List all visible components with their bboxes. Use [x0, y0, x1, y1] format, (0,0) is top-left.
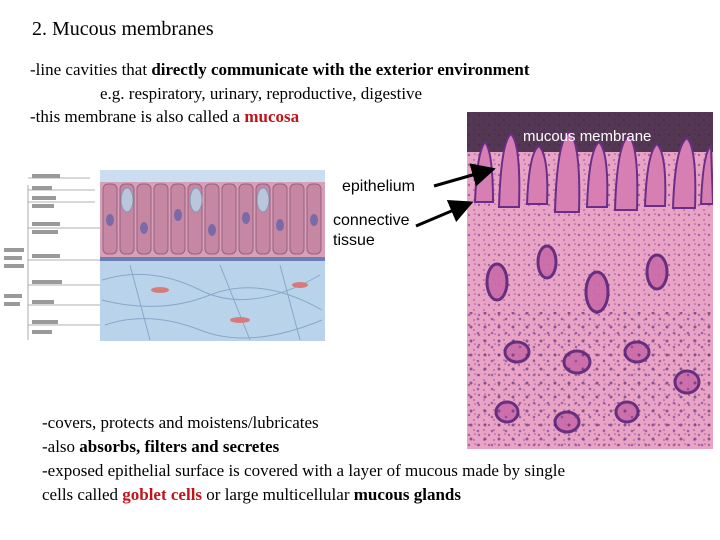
intro-line-1-text: -line cavities that: [30, 60, 152, 79]
bullet-2-text: -also: [42, 437, 80, 456]
intro-line-1-bold: directly communicate with the exterior environment: [151, 60, 530, 79]
label-arrows: [410, 158, 510, 228]
mucous-membrane-label: mucous membrane: [523, 128, 652, 145]
arrow-icon: [434, 170, 490, 186]
bullet-4-text: cells called: [42, 485, 123, 504]
goblet-cells-term: goblet cells: [122, 485, 203, 504]
arrow-icon: [416, 204, 468, 226]
bullet-2: [42, 437, 279, 457]
slide-title: 2. Mucous membranes: [32, 18, 214, 40]
intro-line-1: [30, 60, 530, 80]
intro-line-3-text: -this membrane is also called a: [30, 107, 245, 126]
bullet-1: -covers, protects and moistens/lubricates: [42, 413, 319, 432]
bullet-4: [42, 485, 461, 505]
connective-label: connective: [333, 212, 410, 229]
mucous-glands-term: mucous glands: [353, 485, 461, 504]
mucosa-diagram: [0, 170, 335, 355]
bullet-2-bold: absorbs, filters and secretes: [79, 437, 280, 456]
intro-line-2: e.g. respiratory, urinary, reproductive, digestive: [100, 84, 423, 103]
mucosa-illustration: [0, 170, 335, 355]
intro-line-3: [30, 107, 299, 127]
bullet-4-mid: or large multicellular: [202, 485, 354, 504]
bullet-3: -exposed epithelial surface is covered with a layer of mucous made by single: [42, 461, 566, 480]
epithelium-label: epithelium: [342, 178, 415, 195]
mucosa-term: mucosa: [244, 107, 300, 126]
tissue-label: tissue: [333, 232, 375, 249]
